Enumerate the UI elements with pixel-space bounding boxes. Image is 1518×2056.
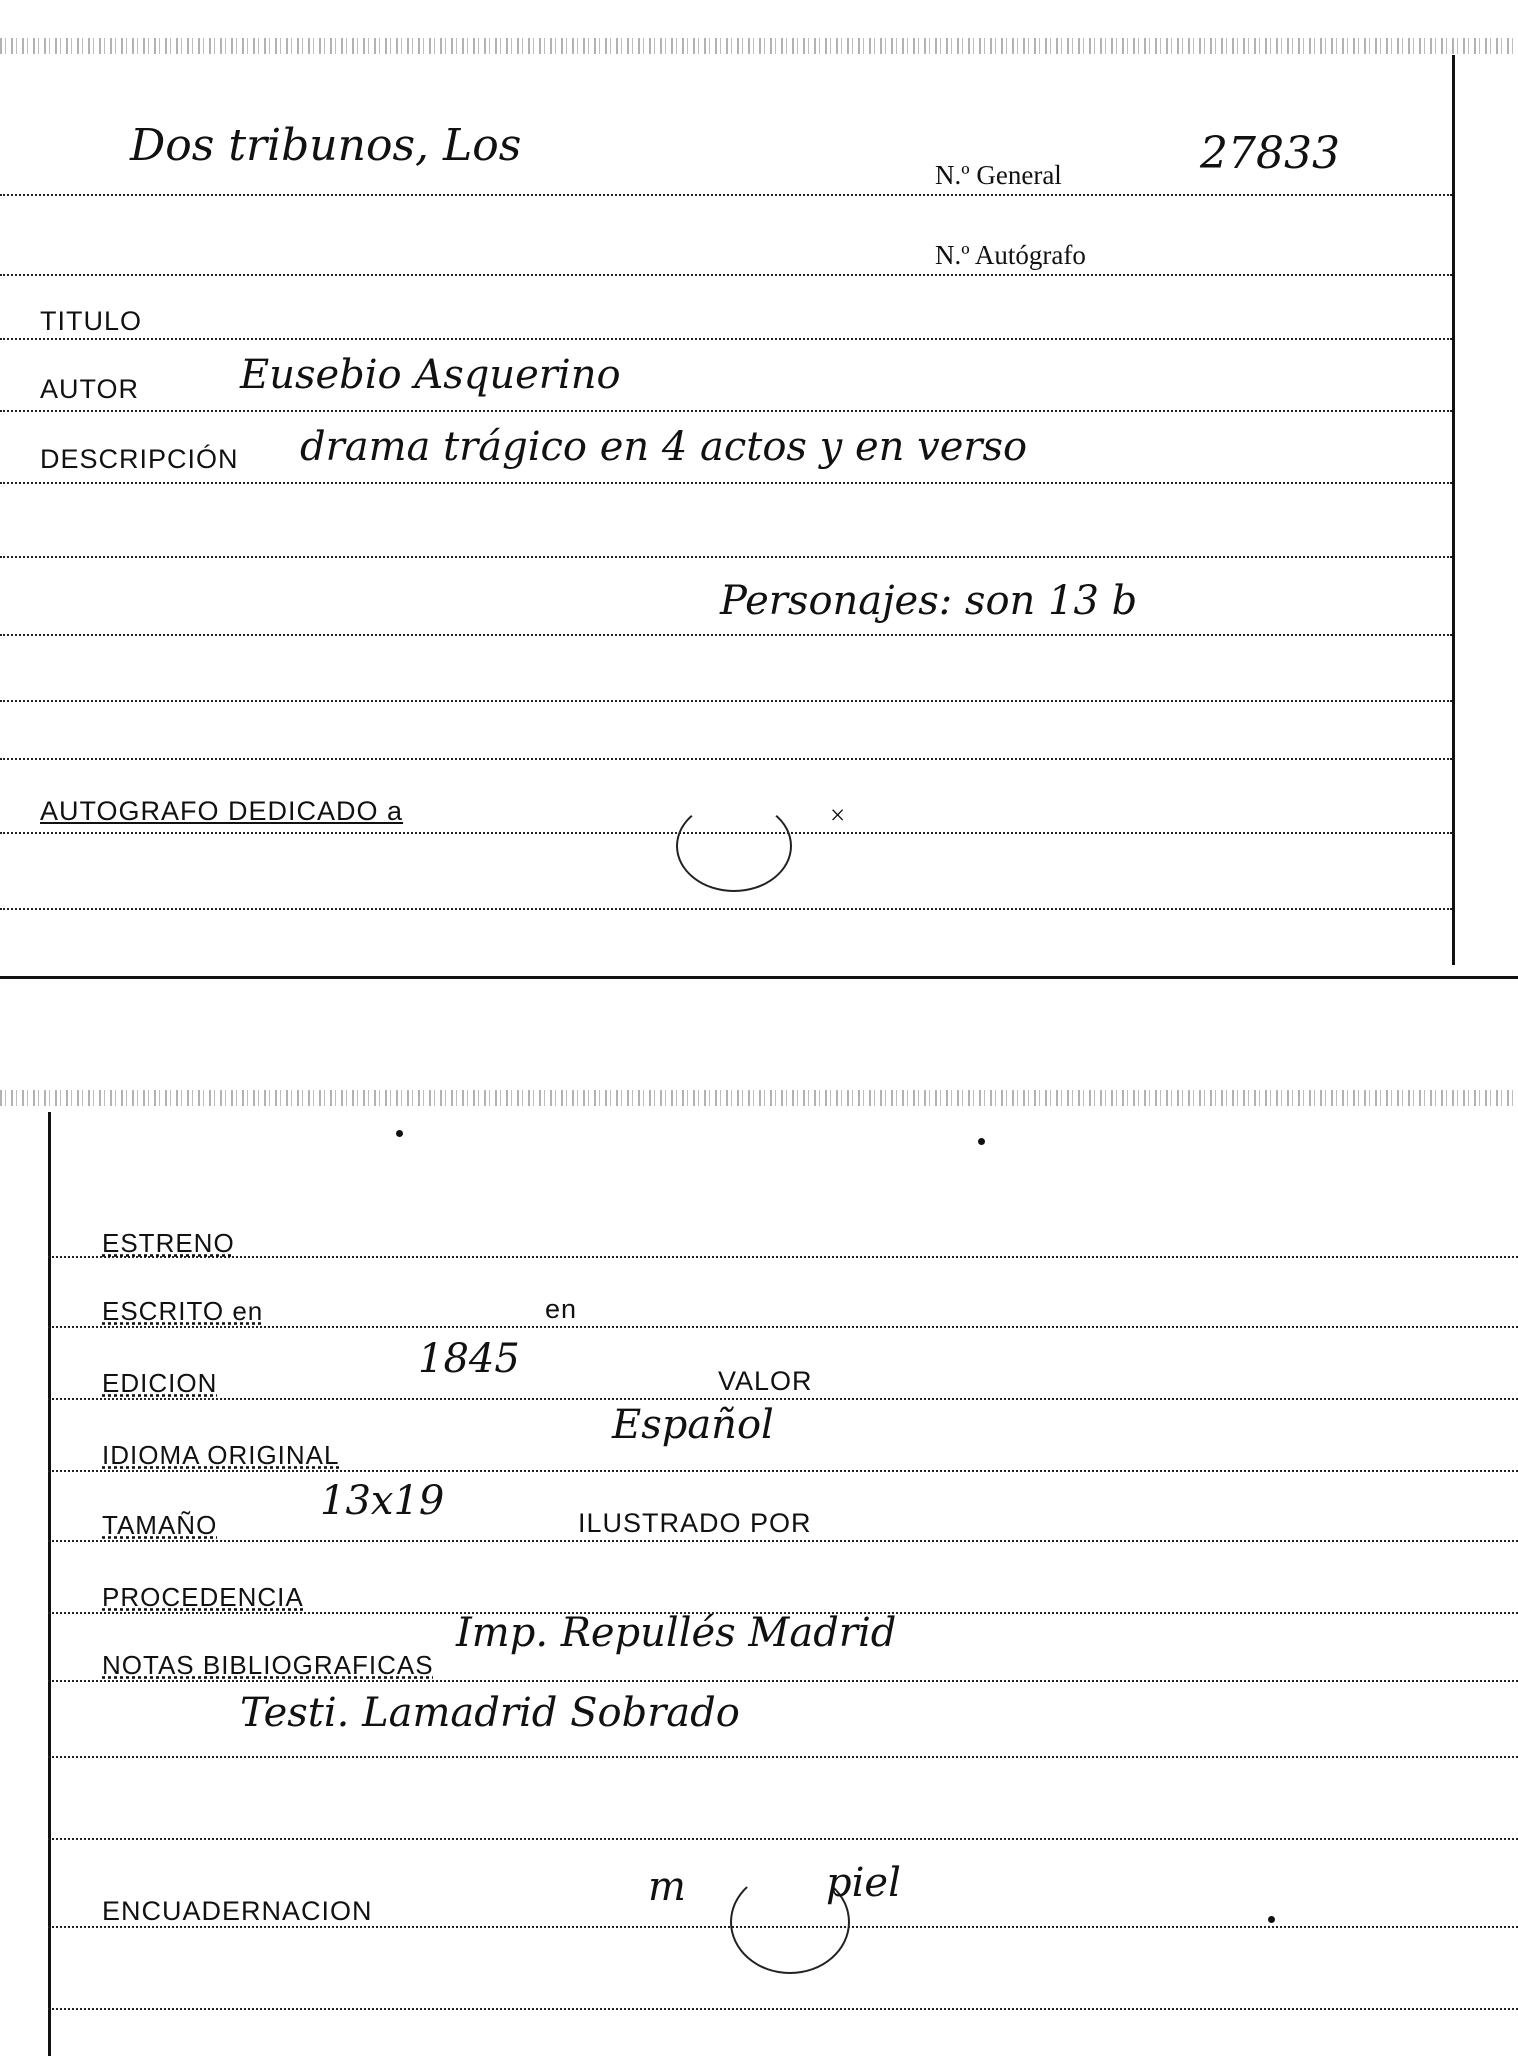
descripcion-label: DESCRIPCIÓN <box>40 444 239 474</box>
notas-value-2: Testi. Lamadrid Sobrado <box>240 1690 740 1736</box>
rule <box>0 700 1452 702</box>
idioma-value: Español <box>612 1402 774 1448</box>
personajes-value: Personajes: son 13 b <box>720 578 1138 624</box>
procedencia-label: PROCEDENCIA <box>102 1582 304 1612</box>
edicion-value: 1845 <box>418 1336 520 1382</box>
rule <box>48 2008 1518 2010</box>
valor-label: VALOR <box>718 1366 813 1396</box>
notas-label: NOTAS BIBLIOGRAFICAS <box>102 1650 434 1680</box>
speck <box>978 1138 985 1145</box>
encuadernacion-label: ENCUADERNACION <box>102 1896 373 1926</box>
rule <box>0 194 1452 196</box>
escrito-en-label: en <box>545 1294 578 1324</box>
rule <box>48 1398 1518 1400</box>
autor-value: Eusebio Asquerino <box>240 352 621 398</box>
card-bottom-border <box>0 976 1518 979</box>
rule <box>48 1326 1518 1328</box>
rule <box>0 908 1452 910</box>
idioma-label: IDIOMA ORIGINAL <box>102 1440 340 1470</box>
speck <box>396 1130 403 1137</box>
numero-general-value: 27833 <box>1200 128 1340 179</box>
scan-noise-top <box>0 38 1518 54</box>
tamano-value: 13x19 <box>320 1478 445 1524</box>
rule <box>48 1838 1518 1840</box>
speck <box>1268 1916 1275 1923</box>
catalog-card-back <box>0 1080 1518 2056</box>
rule <box>0 410 1452 412</box>
rule <box>48 1756 1518 1758</box>
rule <box>48 1540 1518 1542</box>
catalog-card-front <box>0 0 1518 980</box>
hole-punch-mark <box>676 800 792 892</box>
rule <box>0 634 1452 636</box>
rule <box>0 758 1452 760</box>
autografo-dedicado-label: AUTOGRAFO DEDICADO a <box>40 796 404 826</box>
estreno-label: ESTRENO <box>102 1228 235 1258</box>
rule <box>0 556 1452 558</box>
ilustrado-label: ILUSTRADO POR <box>578 1508 812 1538</box>
autor-label: AUTOR <box>40 374 140 404</box>
rule <box>0 482 1452 484</box>
card-left-border <box>48 1112 51 2056</box>
scan-noise-top <box>0 1090 1518 1106</box>
numero-general-label: N.º General <box>935 160 1062 190</box>
card-right-border <box>1452 55 1455 965</box>
autografo-mark: × <box>830 800 846 830</box>
notas-value: Imp. Repullés Madrid <box>456 1610 897 1656</box>
edicion-label: EDICION <box>102 1368 218 1398</box>
rule <box>0 274 1452 276</box>
descripcion-value: drama trágico en 4 actos y en verso <box>300 424 1028 470</box>
numero-autografo-label: N.º Autógrafo <box>935 240 1086 270</box>
rule <box>0 338 1452 340</box>
rule <box>48 1256 1518 1258</box>
tamano-label: TAMAÑO <box>102 1510 218 1540</box>
titulo-label: TITULO <box>40 306 143 336</box>
encuadernacion-value-a: m <box>648 1864 686 1910</box>
title-handwritten: Dos tribunos, Los <box>130 120 522 171</box>
escrito-label: ESCRITO en <box>102 1296 264 1326</box>
encuadernacion-value-b: piel <box>826 1860 901 1906</box>
